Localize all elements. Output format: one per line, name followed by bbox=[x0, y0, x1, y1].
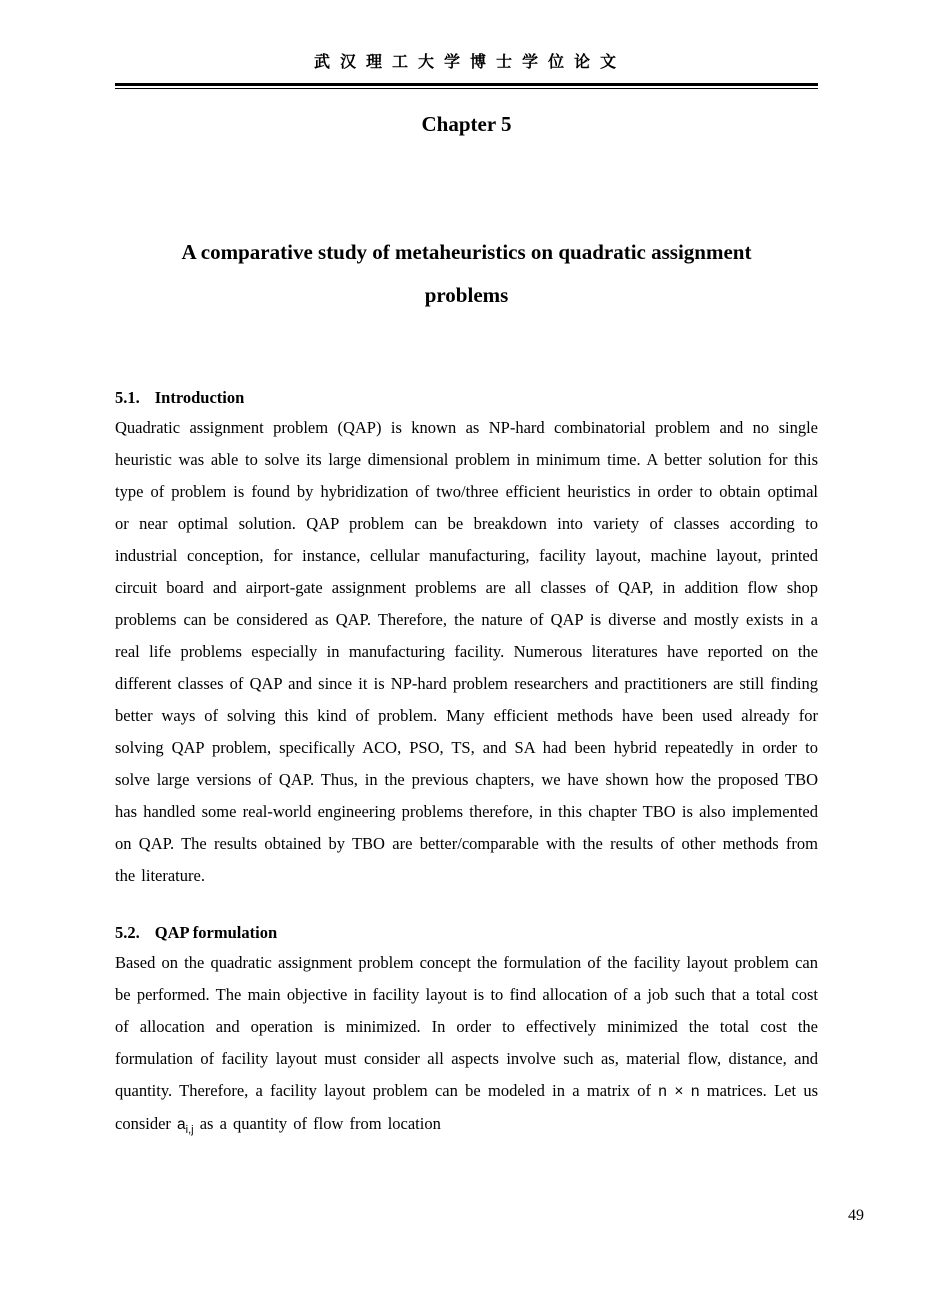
paragraph-text-part2: matrices. Let us consider bbox=[115, 1081, 819, 1133]
paragraph-qap-formulation bbox=[115, 947, 818, 1141]
flow-variable-name: a bbox=[177, 1116, 186, 1133]
header-chinese-title: 武 汉 理 工 大 学 博 士 学 位 论 文 bbox=[313, 54, 619, 71]
matrix-dimension-term: n × n bbox=[658, 1083, 700, 1100]
paragraph-text-part3: as a quantity of flow from location bbox=[193, 1114, 441, 1133]
chapter-heading: Chapter 5 bbox=[421, 112, 512, 136]
section-5-2-number: 5.2. bbox=[115, 923, 140, 942]
document-title-line2: problems bbox=[424, 283, 509, 307]
paragraph-text-part1: Based on the quadratic assignment problem concept the formulation of the facility layout problem can be performed. The main objective in facility layout is to find allocation of a job such that a total cost of allocation and operation is minimized. In order to effectively minimized the total cost the formulation of facility layout must consider all aspects involve such as, material flow, distance, and quantity. Therefore, a facility layout problem can be modeled in a matrix of bbox=[115, 953, 818, 1100]
flow-variable-subscript: i,j bbox=[185, 1124, 194, 1137]
section-5-1-title: Introduction bbox=[154, 388, 245, 407]
section-heading-5-1 bbox=[115, 387, 818, 409]
flow-variable bbox=[177, 1116, 194, 1137]
document-title bbox=[115, 231, 818, 317]
document-title-line1: A comparative study of metaheuristics on quadratic assignment bbox=[181, 240, 752, 264]
section-5-1-number: 5.1. bbox=[115, 388, 140, 407]
section-heading-5-2 bbox=[115, 922, 818, 944]
page-number: 49 bbox=[848, 1207, 864, 1224]
section-5-2-title: QAP formulation bbox=[154, 923, 278, 942]
header-rule-divider bbox=[115, 83, 818, 89]
paragraph-introduction: Quadratic assignment problem (QAP) is known as NP-hard combinatorial problem and no single heuristic was able to solve its large dimensional problem in minimum time. A better solution for this type of problem is found by hybridization of two/three efficient heuristics in order to obtain optimal or near optimal solution. QAP problem can be breakdown into variety of classes according to industrial conception, for instance, cellular manufacturing, facility layout, machine layout, printed circuit board and airport-gate assignment problems are all classes of QAP, in addition flow shop problems can be considered as QAP. Therefore, the nature of QAP is diverse and mostly exists in a real life problems especially in manufacturing facility. Numerous literatures have reported on the different classes of QAP and since it is NP-hard problem researchers and practitioners are still finding better ways of solving this kind of problem. Many efficient methods have been used already for solving QAP problem, specifically ACO, PSO, TS, and SA had been hybrid repeatedly in order to solve large versions of QAP. Thus, in the previous chapters, we have shown how the proposed TBO has handled some real-world engineering problems therefore, in this chapter TBO is also implemented on QAP. The results obtained by TBO are better/comparable with the results of other methods from the literature. bbox=[115, 418, 818, 885]
